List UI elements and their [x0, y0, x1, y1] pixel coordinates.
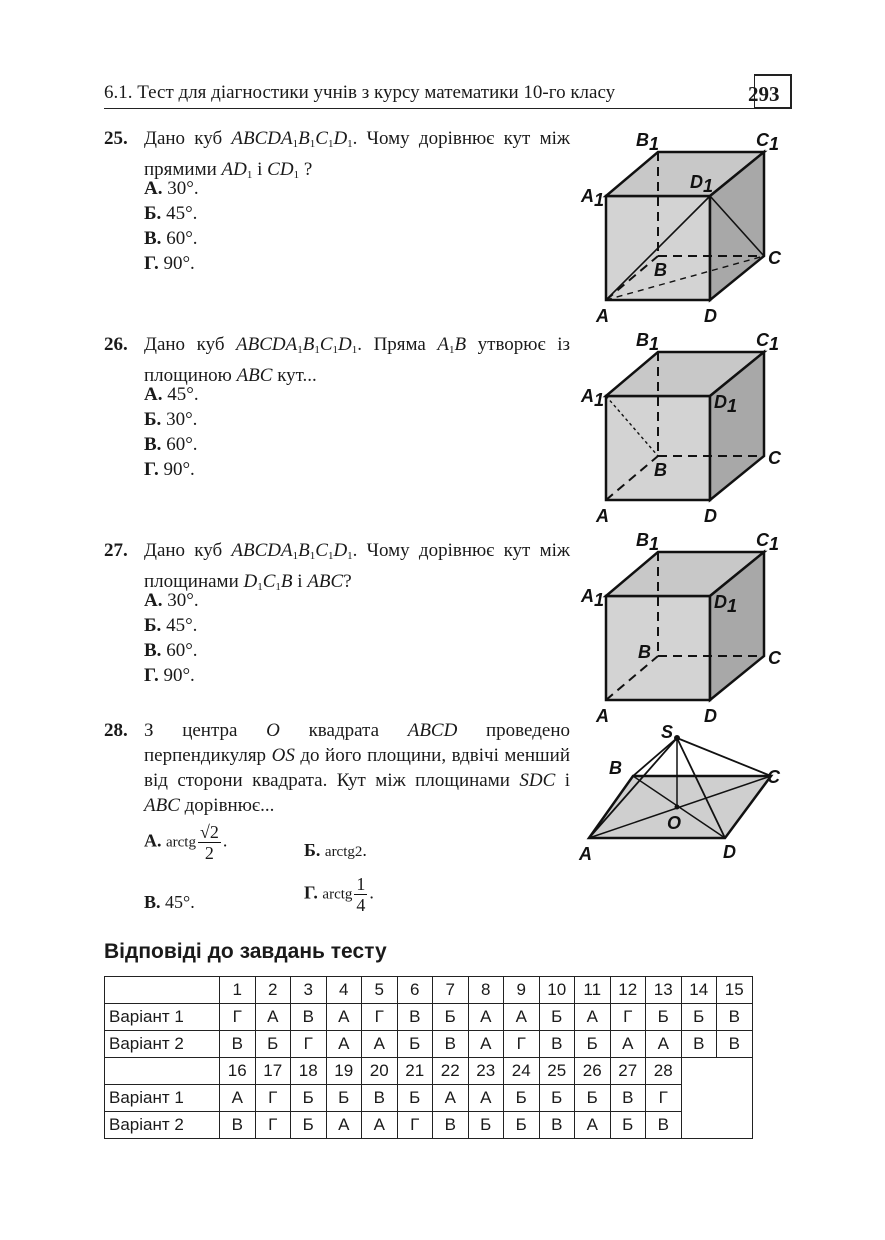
fraction-numerator: 1 [356, 874, 366, 894]
answer-cell: В [362, 1085, 398, 1112]
answer-cell: Б [291, 1112, 327, 1139]
answer-cell: Б [504, 1112, 540, 1139]
label-c1: C1 [756, 130, 780, 154]
answer-cell: А [575, 1004, 611, 1031]
answer-cell: Б [326, 1085, 362, 1112]
option-value: 30°. [162, 178, 199, 199]
option-a-fn: arctg [166, 834, 196, 851]
answer-cell: 28 [646, 1058, 682, 1085]
variant1-row-1 [105, 1004, 753, 1031]
label-a: A [596, 706, 609, 726]
option [144, 432, 199, 457]
answer-cell: 18 [291, 1058, 327, 1085]
option-label: Б. [144, 409, 162, 430]
answer-cell: 10 [539, 977, 575, 1004]
label-d: D [704, 506, 717, 526]
label-d: D [704, 706, 717, 726]
option [144, 201, 199, 226]
option-g-label: Г. [304, 882, 318, 903]
question-text: З центра O квадрата ABCD проведено перпендикуляр OS до його площини, вдвічі менший від сторони квадрата. Кут між площинами SDC і ABC дорівнює... [144, 720, 571, 816]
option [144, 588, 199, 613]
variant2-row-2 [105, 1112, 753, 1139]
answer-cell: Б [468, 1112, 504, 1139]
answer-cell: А [362, 1031, 398, 1058]
answer-cell: А [468, 1031, 504, 1058]
answer-cell: 7 [433, 977, 469, 1004]
options [144, 588, 199, 688]
answer-cell: В [291, 1004, 327, 1031]
option [144, 457, 199, 482]
answer-cell: А [326, 1004, 362, 1031]
question-text: Дано куб $ABCDA_1B_1C_1D_1$. Пряма $A_1B$ утворює із площиною ABC кут... [144, 334, 570, 386]
option-b-label: Б. [304, 840, 321, 860]
option-a-fraction [198, 822, 221, 863]
option [144, 382, 199, 407]
variant2-row-1 [105, 1031, 753, 1058]
q28-option-b-row: Б. arctg2. [304, 840, 367, 860]
answer-cell: В [433, 1031, 469, 1058]
answer-cell: А [433, 1085, 469, 1112]
option [144, 251, 199, 276]
option-label: В. [144, 434, 162, 455]
q28-option-g-row: Г. arctg $\frac{1}{4}$ . [304, 874, 374, 915]
label-b: B [654, 260, 667, 280]
option-label: Г. [144, 459, 159, 480]
answer-cell: 1 [220, 977, 256, 1004]
answer-cell: 9 [504, 977, 540, 1004]
answer-cell: 27 [610, 1058, 646, 1085]
question-number: 28. [104, 720, 128, 741]
header-row-2 [105, 1058, 753, 1085]
label-b1: B1 [636, 530, 660, 554]
answer-cell: 23 [468, 1058, 504, 1085]
answer-cell: 20 [362, 1058, 398, 1085]
option [144, 407, 199, 432]
option [144, 638, 199, 663]
option-value: 45°. [161, 203, 198, 224]
label-s: S [661, 722, 674, 742]
answer-cell: Б [575, 1031, 611, 1058]
variant1-row-2 [105, 1085, 753, 1112]
answer-cell: Б [397, 1085, 433, 1112]
answer-cell: Б [504, 1085, 540, 1112]
header-rule [104, 108, 754, 109]
answer-cell: А [504, 1004, 540, 1031]
answer-cell: Г [610, 1004, 646, 1031]
answer-cell: Г [255, 1112, 291, 1139]
answer-cell: 21 [397, 1058, 433, 1085]
row-label [105, 977, 220, 1004]
answer-cell: 22 [433, 1058, 469, 1085]
label-b1: B1 [636, 330, 660, 354]
answer-cell: 8 [468, 977, 504, 1004]
answer-cell: А [220, 1085, 256, 1112]
answer-cell: 13 [646, 977, 682, 1004]
answer-cell: 3 [291, 977, 327, 1004]
answer-cell: Б [539, 1085, 575, 1112]
option-label: А. [144, 384, 163, 405]
label-a: A [596, 506, 609, 526]
answer-cell: Б [681, 1004, 717, 1031]
option-value: 90°. [158, 253, 195, 274]
cube-figure-26 [578, 328, 788, 528]
answer-cell: В [220, 1031, 256, 1058]
fraction-denominator: 4 [356, 895, 366, 915]
option-value: 90°. [158, 459, 195, 480]
answer-cell: В [433, 1112, 469, 1139]
question-text: Дано куб $ABCDA_1B_1C_1D_1$. Чому дорівнює кут між площинами $D_1C_1B$ і ABC? [144, 540, 570, 593]
answer-cell: В [397, 1004, 433, 1031]
option-value: 30°. [162, 590, 199, 611]
answer-cell: 16 [220, 1058, 256, 1085]
cube-figure-27 [578, 528, 788, 728]
edge-sc [677, 738, 771, 776]
answer-cell: Б [291, 1085, 327, 1112]
option-b-value: arctg2 [324, 844, 363, 860]
answer-cell: 14 [681, 977, 717, 1004]
option-label: Б. [144, 615, 162, 636]
label-a1: A1 [581, 586, 605, 610]
answer-cell: 5 [362, 977, 398, 1004]
option-label: Г. [144, 665, 159, 686]
answer-cell: 6 [397, 977, 433, 1004]
label-c: C [768, 648, 781, 668]
row-label [105, 1058, 220, 1085]
answer-cell: В [717, 1031, 753, 1058]
answer-cell: А [575, 1112, 611, 1139]
answer-cell: А [255, 1004, 291, 1031]
fraction-numerator: √2 [199, 822, 219, 842]
question-number: 26. [104, 334, 128, 355]
answer-cell: Г [291, 1031, 327, 1058]
option-label: А. [144, 590, 163, 611]
option-g-fn: arctg [322, 886, 353, 903]
option-label: Г. [144, 253, 159, 274]
header-row-1 [105, 977, 753, 1004]
label-a1: A1 [581, 186, 605, 210]
answer-cell: Г [646, 1085, 682, 1112]
label-c: C [768, 248, 781, 268]
row-label: Варіант 2 [105, 1112, 220, 1139]
page-number: 293 [748, 82, 780, 106]
answer-cell: 19 [326, 1058, 362, 1085]
point-o [675, 805, 680, 810]
label-d1: D1 [690, 172, 714, 196]
cube-figure-25 [578, 128, 788, 328]
label-a1: A1 [581, 386, 605, 410]
label-d: D [723, 842, 736, 862]
option-value: 60°. [161, 640, 198, 661]
answer-cell: Б [610, 1112, 646, 1139]
question-number: 25. [104, 128, 128, 149]
answer-cell: 4 [326, 977, 362, 1004]
question-number: 27. [104, 540, 128, 561]
answer-cell: 11 [575, 977, 611, 1004]
options [144, 176, 199, 276]
point-s [674, 735, 680, 741]
option-label: В. [144, 228, 162, 249]
answer-cell: В [681, 1031, 717, 1058]
option [144, 176, 199, 201]
answer-cell: Г [397, 1112, 433, 1139]
pyramid-figure-28 [575, 722, 790, 867]
row-label: Варіант 1 [105, 1004, 220, 1031]
option-a-label: А. [144, 830, 162, 851]
label-c1: C1 [756, 530, 780, 554]
answer-cell: 25 [539, 1058, 575, 1085]
option-value: 60°. [161, 434, 198, 455]
q28-option-v-row [144, 892, 195, 913]
answer-cell: Б [433, 1004, 469, 1031]
answer-cell: В [646, 1112, 682, 1139]
label-d1: D1 [714, 592, 738, 616]
edge-sb [633, 738, 677, 776]
answer-cell: А [646, 1031, 682, 1058]
answer-cell: А [468, 1004, 504, 1031]
answer-cell: Б [255, 1031, 291, 1058]
answer-cell: Г [362, 1004, 398, 1031]
answers-table [104, 976, 753, 1139]
row-label: Варіант 1 [105, 1085, 220, 1112]
empty-cell [681, 1058, 752, 1139]
option-value: 90°. [158, 665, 195, 686]
q28-option-a-row: А. arctg $\frac{√2}{2}$ . [144, 822, 228, 863]
option-label: Б. [144, 203, 162, 224]
answer-cell: А [610, 1031, 646, 1058]
answer-cell: 26 [575, 1058, 611, 1085]
option-value: 45°. [162, 384, 199, 405]
option-v-label: В. [144, 892, 161, 912]
option [144, 613, 199, 638]
option [144, 663, 199, 688]
label-c1: C1 [756, 330, 780, 354]
option-label: А. [144, 178, 163, 199]
answer-cell: 24 [504, 1058, 540, 1085]
options [144, 382, 199, 482]
answer-cell: Г [504, 1031, 540, 1058]
option-value: 30°. [161, 409, 198, 430]
label-c: C [767, 767, 780, 787]
option-g-fraction [354, 874, 367, 915]
header-title: 6.1. Тест для діагностики учнів з курсу математики 10-го класу [104, 82, 616, 103]
answer-cell: 2 [255, 977, 291, 1004]
label-d1: D1 [714, 392, 738, 416]
answer-cell: А [468, 1085, 504, 1112]
answer-cell: В [220, 1112, 256, 1139]
answers-title: Відповіді до завдань тесту [104, 940, 387, 963]
label-o: O [667, 813, 682, 833]
option [144, 226, 199, 251]
answer-cell: Г [255, 1085, 291, 1112]
answer-cell: Г [220, 1004, 256, 1031]
page-header [104, 74, 792, 110]
question-text: Дано куб $ABCDA_1B_1C_1D_1$. Чому дорівнює кут між прямими $AD_1$ і $CD_1$ ? [144, 128, 570, 181]
label-a: A [596, 306, 609, 326]
answer-cell: А [326, 1031, 362, 1058]
answer-cell: 12 [610, 977, 646, 1004]
option-label: В. [144, 640, 162, 661]
answer-cell: В [610, 1085, 646, 1112]
label-b: B [638, 642, 651, 662]
option-value: 45°. [161, 615, 198, 636]
answer-cell: 15 [717, 977, 753, 1004]
answer-cell: А [362, 1112, 398, 1139]
fraction-denominator: 2 [204, 843, 214, 863]
answer-cell: Б [539, 1004, 575, 1031]
row-label: Варіант 2 [105, 1031, 220, 1058]
label-b: B [609, 758, 622, 778]
answer-cell: А [326, 1112, 362, 1139]
answer-cell: В [539, 1031, 575, 1058]
answer-cell: 17 [255, 1058, 291, 1085]
label-b: B [654, 460, 667, 480]
label-d: D [704, 306, 717, 326]
label-b1: B1 [636, 130, 660, 154]
option-value: 60°. [161, 228, 198, 249]
label-a: A [579, 844, 592, 864]
answer-cell: В [717, 1004, 753, 1031]
answer-cell: В [539, 1112, 575, 1139]
answer-cell: Б [397, 1031, 433, 1058]
label-c: C [768, 448, 781, 468]
answer-cell: Б [646, 1004, 682, 1031]
answer-cell: Б [575, 1085, 611, 1112]
option-v-value: 45°. [165, 892, 195, 912]
